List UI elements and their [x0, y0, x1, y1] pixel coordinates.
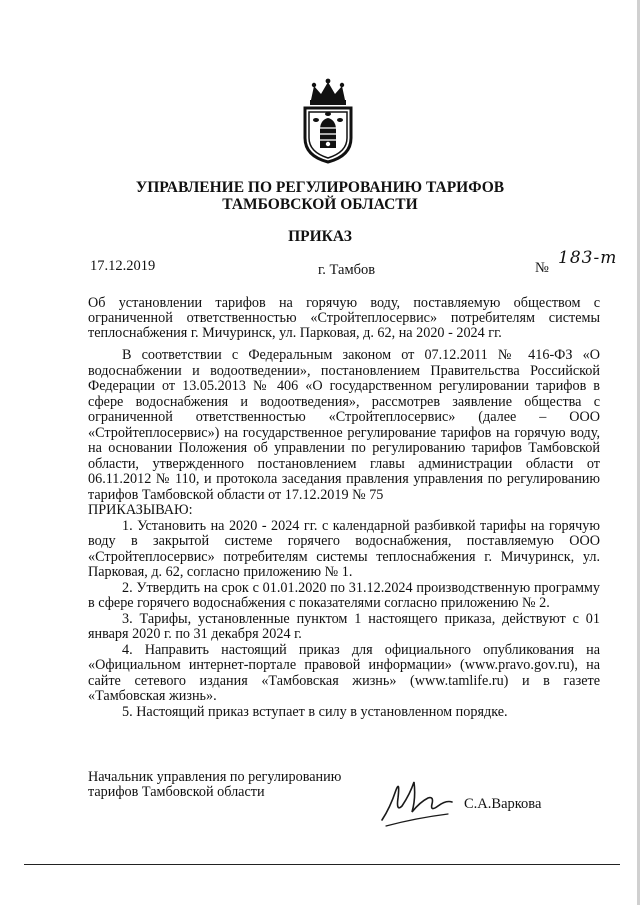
signatory-position-line1: Начальник управления по регулированию [88, 769, 342, 785]
document-number-handwritten: 183-т [558, 248, 618, 268]
signatory-position-line2: тарифов Тамбовской области [88, 784, 265, 800]
order-item-3: 3. Тарифы, установленные пунктом 1 настоящего приказа, действуют с 01 января 2020 г. по 31 декабря 2024 г. [88, 610, 600, 642]
document-city: г. Тамбов [318, 262, 376, 278]
document-date: 17.12.2019 [90, 258, 156, 274]
signatory-name: С.А.Варкова [464, 796, 542, 812]
order-item-1: 1. Установить на 2020 - 2024 гг. с календарной разбивкой тарифы на горячую воду в закрытой системе горячего водоснабжения, поставляемую ООО «Стройтеплосервис» потребителям системы теплоснабжения г. Мичуринск, ул. Парковая, д. 62, согласно приложению № 1. [88, 517, 600, 580]
handwritten-signature [376, 768, 456, 830]
organization-name-line2: ТАМБОВСКОЙ ОБЛАСТИ [222, 196, 418, 213]
order-item-5: 5. Настоящий приказ вступает в силу в установленном порядке. [122, 703, 508, 720]
document-subject: Об установлении тарифов на горячую воду, поставляемую обществом с ограниченной ответственностью «Стройтеплосервис» потребителям системы теплоснабжения г. Мичуринск, ул. Парковая, д. 62, на 2020 - 2024 гг. [88, 295, 600, 341]
document-body [88, 348, 600, 720]
organization-name-line1: УПРАВЛЕНИЕ ПО РЕГУЛИРОВАНИЮ ТАРИФОВ [135, 179, 505, 196]
order-item-2: 2. Утвердить на срок с 01.01.2020 по 31.12.2024 производственную программу в сфере горячего водоснабжения с показателями согласно приложению № 2. [88, 579, 600, 611]
document-title: ПРИКАЗ [288, 228, 352, 245]
document-number-label: № [535, 260, 549, 276]
signatory-position [88, 770, 341, 800]
decree-word: ПРИКАЗЫВАЮ: [88, 502, 193, 518]
order-item-4: 4. Направить настоящий приказ для официального опубликования на «Официальном интернет-портале правовой информации» (www.pravo.gov.ru), на сайте сетевого издания «Тамбовская жизнь» (www.tamlife.ru) и в газете «Тамбовская жизнь». [88, 641, 600, 704]
preamble-paragraph: В соответствии с Федеральным законом от 07.12.2011 № 416-ФЗ «О водоснабжении и водоотведении», постановлением Правительства Российской Федерации от 13.05.2013 № 406 «О государственном регулировании тарифов в сфере водоснабжения и водоотведения», рассмотрев заявление общества с ограниченной ответственностью «Стройтеплосервис» (далее – ООО «Стройтеплосервис») на государственное регулирование тарифов на горячую воду, на основании Положения об управлении по регулированию тарифов Тамбовской области, утвержденного постановлением главы администрации области от 06.11.2012 № 110, и протокола заседания правления управления по регулированию тарифов Тамбовской области от 17.12.2019 № 75 [88, 347, 600, 503]
footer-divider [24, 864, 620, 865]
tambov-coat-of-arms-icon [297, 78, 359, 164]
